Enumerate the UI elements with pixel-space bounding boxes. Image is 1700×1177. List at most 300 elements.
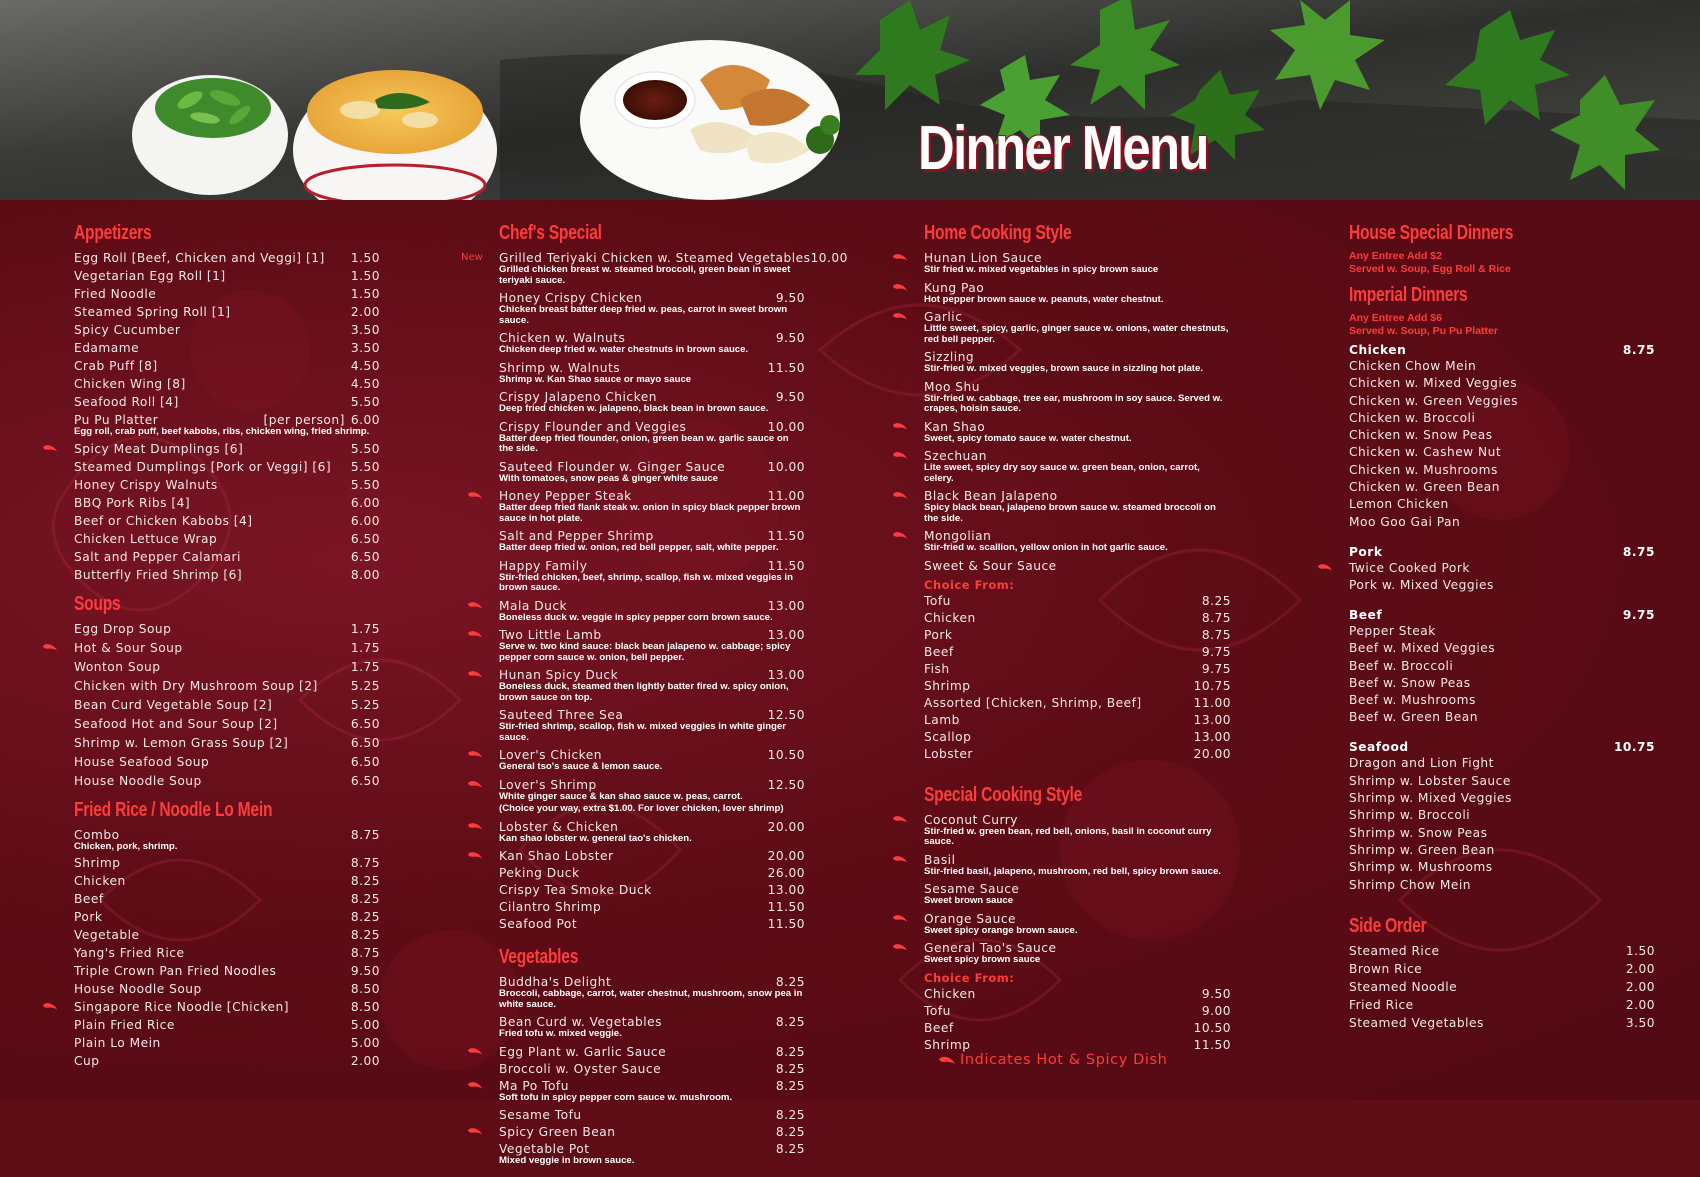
item-name: Beef — [74, 892, 104, 906]
item-name: Hunan Lion Sauce — [924, 251, 1043, 265]
item-price: 8.25 — [775, 1125, 805, 1139]
item-price: 13.00 — [1193, 712, 1231, 727]
item-name: Ma Po Tofu — [499, 1078, 569, 1093]
chili-pepper-icon — [467, 779, 483, 789]
menu-item — [924, 746, 1231, 762]
item-price: 2.00 — [350, 305, 380, 319]
chili-pepper-icon — [892, 530, 908, 540]
item-description: Batter deep fried flank steak w. onion in spicy black pepper brown sauce in hot plate. — [499, 502, 801, 524]
menu-item — [924, 712, 1231, 728]
menu-item — [1349, 825, 1655, 841]
menu-item — [499, 819, 805, 845]
menu-item — [499, 916, 805, 932]
item-description: Boneless duck, steamed then lightly batter fired w. spicy onion, brown sauce on top. — [499, 681, 789, 703]
menu-item — [1349, 393, 1655, 409]
item-price: 8.25 — [775, 1142, 805, 1156]
chili-pepper-icon — [42, 1001, 58, 1011]
item-description: With tomatoes, snow peas & ginger white sauce — [499, 472, 719, 484]
item-name: Shrimp — [74, 856, 121, 870]
item-name: Beef w. Mushrooms — [1349, 693, 1476, 708]
menu-item — [1349, 859, 1655, 875]
item-price: 8.25 — [775, 1078, 805, 1093]
menu-column-1 — [74, 222, 380, 1079]
item-price: 13.00 — [767, 668, 805, 682]
item-name: Chicken Wing [8] — [74, 377, 186, 391]
item-description-extra: (Choice your way, extra $1.00. For lover chicken, lover shrimp) — [499, 803, 784, 814]
soups-section — [74, 593, 380, 789]
item-name: Vegetable Pot — [499, 1142, 590, 1156]
menu-item — [74, 412, 380, 438]
menu-item — [499, 1107, 805, 1123]
group-price: 9.75 — [1622, 607, 1655, 622]
menu-item — [499, 558, 805, 594]
item-name: Hot & Sour Soup — [74, 640, 183, 655]
item-name: Lobster — [924, 746, 973, 761]
chili-pepper-icon — [467, 1126, 483, 1136]
item-price: 9.50 — [1201, 986, 1231, 1001]
item-name: Cilantro Shrimp — [499, 900, 602, 914]
item-name: Shrimp — [924, 1037, 971, 1052]
item-name: Chicken — [924, 610, 976, 625]
menu-item — [924, 448, 1231, 484]
menu-item — [74, 1053, 380, 1069]
chili-pepper-icon — [938, 1055, 956, 1065]
item-name: Shrimp w. Lemon Grass Soup [2] — [74, 735, 289, 750]
item-description: Mixed veggie in brown sauce. — [499, 1155, 635, 1166]
item-description: Sweet brown sauce — [924, 895, 1014, 906]
item-name: Honey Crispy Chicken — [499, 291, 643, 305]
item-name: Combo — [74, 827, 120, 842]
item-description: Little sweet, spicy, garlic, ginger sauce w. onions, water chestnuts, red bell pepper. — [924, 323, 1229, 345]
menu-item — [74, 621, 380, 637]
menu-item — [499, 1014, 805, 1040]
item-name: Honey Crispy Walnuts — [74, 477, 218, 492]
chili-pepper-icon — [467, 490, 483, 500]
item-price: 11.00 — [1193, 695, 1231, 710]
menu-item — [924, 558, 1231, 574]
item-name: BBQ Pork Ribs [4] — [74, 495, 191, 510]
menu-item — [74, 531, 380, 547]
item-price: 10.50 — [767, 748, 805, 762]
chili-pepper-icon — [1317, 562, 1333, 572]
item-name: Lover's Shrimp — [499, 777, 597, 792]
menu-item — [1349, 675, 1655, 691]
item-price: 11.50 — [767, 529, 805, 543]
item-name: Buddha's Delight — [499, 975, 612, 989]
item-name: Garlic — [924, 310, 963, 324]
menu-item — [74, 909, 380, 925]
item-name: Chicken — [74, 874, 126, 888]
item-name: Hunan Spicy Duck — [499, 668, 619, 682]
menu-item — [924, 678, 1231, 694]
item-price: 9.50 — [775, 390, 805, 404]
item-description: Stir-fried w. mixed veggies, brown sauce in sizzling hot plate. — [924, 363, 1203, 374]
chili-pepper-icon — [892, 252, 908, 262]
chefs-special-section — [461, 222, 848, 932]
item-price: 11.00 — [767, 489, 805, 503]
menu-item — [499, 1124, 805, 1140]
item-description: Egg roll, crab puff, beef kabobs, ribs, chicken wing, fried shrimp. — [74, 426, 370, 437]
item-name: Moo Goo Gai Pan — [1349, 514, 1461, 529]
item-name: Beef w. Snow Peas — [1349, 675, 1471, 690]
menu-item — [1349, 623, 1655, 639]
item-name: Pork — [924, 627, 953, 642]
chili-pepper-icon — [892, 814, 908, 824]
menu-item — [74, 999, 380, 1015]
item-price: 10.75 — [1193, 678, 1231, 693]
imperial-group — [1349, 544, 1655, 593]
item-name: Shrimp w. Green Bean — [1349, 842, 1495, 857]
chili-pepper-icon — [892, 854, 908, 864]
menu-item — [74, 716, 380, 732]
item-name: Steamed Rice — [1349, 943, 1440, 958]
menu-item — [74, 927, 380, 943]
home-cooking-section — [924, 222, 1231, 762]
item-description: Chicken deep fried w. water chestnuts in brown sauce. — [499, 344, 749, 355]
menu-item — [74, 250, 380, 266]
menu-item — [924, 528, 1231, 554]
item-price: 11.50 — [767, 558, 805, 573]
menu-column-2 — [461, 222, 848, 1177]
menu-item — [499, 598, 805, 624]
item-name: Sweet & Sour Sauce — [924, 558, 1057, 573]
menu-item — [1349, 444, 1655, 460]
menu-item — [499, 882, 805, 898]
item-price: 8.25 — [350, 892, 380, 906]
item-name: Tofu — [924, 1003, 951, 1018]
item-description: Sweet, spicy tomato sauce w. water chestnut. — [924, 432, 1132, 444]
item-name: Broccoli w. Oyster Sauce — [499, 1061, 662, 1076]
item-name: Sauteed Three Sea — [499, 708, 624, 722]
menu-item — [1349, 410, 1655, 426]
menu-item — [74, 322, 380, 338]
item-description: Stir-fried chicken, beef, shrimp, scallop, fish w. mixed veggies in brown sauce. — [499, 571, 793, 593]
item-name: Spicy Cucumber — [74, 323, 181, 337]
chili-pepper-icon — [467, 850, 483, 860]
item-price: 8.75 — [350, 827, 380, 842]
item-name: Kung Pao — [924, 280, 985, 295]
item-name: Chicken w. Snow Peas — [1349, 428, 1493, 443]
imperial-group — [1349, 607, 1655, 725]
menu-item — [499, 865, 805, 881]
menu-item — [74, 549, 380, 565]
menu-item — [1349, 479, 1655, 495]
item-name: Shrimp w. Snow Peas — [1349, 825, 1488, 840]
item-name: Coconut Curry — [924, 812, 1018, 827]
item-name: Assorted [Chicken, Shrimp, Beef] — [924, 695, 1142, 710]
item-name: Happy Family — [499, 558, 588, 573]
item-price: 8.25 — [1201, 593, 1231, 608]
group-price: 8.75 — [1622, 544, 1655, 559]
item-name: Fried Rice — [1349, 997, 1414, 1012]
item-price: 8.75 — [1201, 610, 1231, 625]
item-name: Singapore Rice Noodle [Chicken] — [74, 1000, 289, 1014]
fried-rice-section-title: Fried Rice / Noodle Lo Mein — [74, 798, 273, 821]
item-name: Scallop — [924, 729, 972, 744]
menu-item — [499, 360, 805, 386]
chili-pepper-icon — [467, 669, 483, 679]
item-description: Boneless duck w. veggie in spicy pepper corn brown sauce. — [499, 611, 773, 623]
chili-pepper-icon — [467, 629, 483, 639]
item-price: 10.00 — [767, 459, 805, 474]
menu-item — [924, 911, 1231, 937]
item-name: Peking Duck — [499, 866, 580, 880]
item-name: Shrimp w. Mixed Veggies — [1349, 791, 1512, 806]
menu-item — [499, 667, 805, 703]
item-name: Butterfly Fried Shrimp [6] — [74, 567, 243, 582]
menu-item — [924, 661, 1231, 677]
vegetables-section — [499, 946, 805, 1167]
chili-pepper-icon — [892, 421, 908, 431]
item-price: 20.00 — [767, 849, 805, 863]
group-name: Chicken — [1349, 343, 1407, 357]
menu-item — [499, 1078, 805, 1104]
item-description: Chicken breast batter deep fried w. peas, carrot in sweet brown sauce. — [499, 304, 788, 326]
menu-item — [1349, 658, 1655, 674]
item-name: Crispy Jalapeno Chicken — [499, 390, 657, 404]
menu-item — [74, 754, 380, 770]
menu-item — [499, 488, 805, 524]
item-name: Egg Drop Soup — [74, 621, 172, 636]
item-price: 1.50 — [350, 287, 380, 301]
item-price: 8.25 — [775, 1061, 805, 1076]
item-price: 9.50 — [350, 964, 380, 978]
item-name: Chicken w. Cashew Nut — [1349, 445, 1502, 460]
group-name: Seafood — [1349, 740, 1409, 755]
item-name: Kan Shao — [924, 419, 986, 434]
menu-item — [499, 974, 805, 1010]
item-description: Broccoli, cabbage, carrot, water chestnut, mushroom, snow pea in white sauce. — [499, 988, 803, 1010]
new-badge: New — [461, 252, 483, 263]
menu-item — [1349, 427, 1655, 443]
item-name: Cup — [74, 1054, 100, 1068]
menu-column-4 — [1349, 222, 1655, 1041]
soups-section-title: Soups — [74, 592, 121, 615]
chili-pepper-icon — [892, 490, 908, 500]
item-description: Stir-fried shrimp, scallop, fish w. mixed veggies in white ginger sauce. — [499, 721, 786, 743]
item-price: 5.50 — [350, 395, 380, 409]
item-price: 13.00 — [767, 598, 805, 613]
menu-item — [499, 419, 805, 455]
item-name: Egg Plant w. Garlic Sauce — [499, 1044, 667, 1059]
item-price: 11.50 — [1193, 1037, 1231, 1052]
menu-item — [1349, 640, 1655, 656]
imperial-group — [1349, 739, 1655, 892]
item-name: Steamed Dumplings [Pork or Veggi] [6] — [74, 459, 332, 474]
menu-item — [1349, 514, 1655, 530]
item-name: Plain Lo Mein — [74, 1036, 161, 1050]
imperial-title: Imperial Dinners — [1349, 284, 1468, 306]
item-name: Steamed Noodle — [1349, 979, 1458, 994]
menu-item — [1349, 1015, 1655, 1031]
item-description: Stir fried w. mixed vegetables in spicy brown sauce — [924, 264, 1159, 275]
menu-item — [1349, 375, 1655, 391]
menu-item — [499, 747, 805, 773]
menu-item — [74, 1017, 380, 1033]
menu-item — [74, 697, 380, 713]
item-price: 4.50 — [350, 377, 380, 391]
item-description: Grilled chicken breast w. steamed broccoli, green bean in sweet teriyaki sauce. — [499, 264, 791, 286]
item-name: Chicken Lettuce Wrap — [74, 531, 218, 546]
chili-pepper-icon — [892, 913, 908, 923]
item-name: Chicken with Dry Mushroom Soup [2] — [74, 678, 318, 693]
item-name: Egg Roll [Beef, Chicken and Veggi] [1] — [74, 251, 325, 265]
item-name: Plain Fried Rice — [74, 1018, 175, 1032]
menu-item — [74, 981, 380, 997]
page-title: Dinner Menu — [918, 114, 1208, 183]
menu-item — [1349, 943, 1655, 959]
item-price: 8.00 — [350, 567, 380, 582]
item-name: Bean Curd Vegetable Soup [2] — [74, 697, 273, 712]
spicy-legend — [938, 1052, 1167, 1068]
menu-item — [1349, 462, 1655, 478]
menu-item — [924, 695, 1231, 711]
item-description: Sweet spicy brown sauce — [924, 954, 1041, 965]
item-price: 9.50 — [775, 331, 805, 345]
item-name: Shrimp w. Walnuts — [499, 360, 621, 375]
menu-item — [499, 627, 805, 663]
house-special-section — [1349, 222, 1655, 276]
chili-pepper-icon — [892, 282, 908, 292]
menu-item — [924, 881, 1231, 907]
item-name: Honey Pepper Steak — [499, 489, 632, 503]
menu-item — [924, 627, 1231, 643]
fried-rice-section — [74, 799, 380, 1070]
item-name: Kan Shao Lobster — [499, 849, 614, 863]
imperial-note: Any Entree Add $6 — [1349, 312, 1442, 324]
item-name: Beef w. Mixed Veggies — [1349, 641, 1496, 656]
item-name: Moo Shu — [924, 379, 980, 394]
item-name: Szechuan — [924, 449, 987, 463]
menu-item — [74, 567, 380, 583]
item-price: 8.25 — [775, 975, 805, 989]
item-name: Crispy Flounder and Veggies — [499, 419, 687, 434]
item-name: Crispy Tea Smoke Duck — [499, 883, 652, 897]
item-price: 9.75 — [1201, 661, 1231, 676]
side-order-section-title: Side Order — [1349, 914, 1427, 937]
item-price: 5.25 — [350, 697, 380, 712]
item-price: 13.00 — [767, 883, 805, 897]
menu-item — [499, 459, 805, 485]
item-name: Wonton Soup — [74, 659, 161, 674]
menu-item — [1349, 790, 1655, 806]
menu-item — [499, 1061, 805, 1077]
item-name: Mala Duck — [499, 598, 568, 613]
item-price: 3.50 — [350, 323, 380, 337]
chefs-special-section-title: Chef's Special — [499, 222, 602, 244]
menu-item — [74, 441, 380, 457]
item-name: Tofu — [924, 593, 951, 608]
item-price: 20.00 — [1193, 746, 1231, 761]
menu-item — [924, 1037, 1231, 1053]
item-description: Spicy black bean, jalapeno brown sauce w. steamed broccoli on the side. — [924, 502, 1216, 524]
item-price: 10.50 — [1193, 1020, 1231, 1035]
item-name: Sesame Tofu — [499, 1108, 582, 1122]
item-price: 26.00 — [767, 866, 805, 880]
menu-item — [74, 459, 380, 475]
item-price: 6.50 — [350, 531, 380, 546]
item-name: Mongolian — [924, 529, 992, 543]
chili-pepper-icon — [892, 942, 908, 952]
item-price: 9.00 — [1201, 1003, 1231, 1018]
item-price: 8.25 — [350, 874, 380, 888]
item-price: 1.75 — [350, 621, 380, 636]
item-name: Sizzling — [924, 350, 975, 364]
item-name: Shrimp w. Mushrooms — [1349, 860, 1493, 875]
menu-item — [1349, 692, 1655, 708]
item-name: Seafood Hot and Sour Soup [2] — [74, 716, 278, 731]
item-name: Pork — [74, 910, 103, 924]
item-name: House Noodle Soup — [74, 982, 202, 996]
item-name: Seafood Roll [4] — [74, 395, 179, 409]
item-name: Chicken w. Mixed Veggies — [1349, 376, 1518, 391]
item-price: 11.50 — [767, 360, 805, 375]
menu-item — [1349, 709, 1655, 725]
menu-item — [1349, 358, 1655, 374]
menu-item — [74, 773, 380, 789]
item-price: 10.00 — [810, 251, 848, 265]
appetizers-section-title: Appetizers — [74, 222, 152, 244]
item-name: Fried Noodle — [74, 287, 157, 301]
item-name: House Seafood Soup — [74, 754, 210, 769]
item-description: Stir-fried w. scallion, yellow onion in hot garlic sauce. — [924, 542, 1168, 553]
menu-item — [924, 1020, 1231, 1036]
item-description: Sweet spicy orange brown sauce. — [924, 924, 1078, 936]
menu-item — [1349, 496, 1655, 512]
menu-item — [924, 644, 1231, 660]
menu-item — [924, 280, 1231, 306]
item-price: 1.50 — [350, 269, 380, 283]
item-description: General tso's sauce & lemon sauce. — [499, 761, 663, 772]
item-name: Salt and Pepper Shrimp — [499, 529, 654, 543]
item-name: Salt and Pepper Calamari — [74, 549, 241, 564]
item-price: 8.25 — [350, 910, 380, 924]
item-name: Sauteed Flounder w. Ginger Sauce — [499, 459, 726, 474]
item-price: 11.50 — [767, 900, 805, 914]
menu-item — [461, 250, 848, 286]
group-price: 8.75 — [1622, 343, 1655, 357]
menu-item — [74, 945, 380, 961]
special-cooking-section — [924, 784, 1231, 1053]
dumpling-plate-icon — [580, 40, 840, 200]
menu-item — [74, 1035, 380, 1051]
menu-item — [924, 729, 1231, 745]
item-price: 6.00 — [350, 495, 380, 510]
item-price: 10.00 — [767, 419, 805, 434]
menu-item — [499, 528, 805, 554]
menu-item — [924, 593, 1231, 609]
item-price: 5.50 — [350, 477, 380, 492]
menu-item — [499, 899, 805, 915]
legend-text: Indicates Hot & Spicy Dish — [960, 1052, 1168, 1068]
menu-item — [924, 379, 1231, 415]
menu-item — [924, 610, 1231, 626]
menu-item — [1349, 961, 1655, 977]
item-name: General Tao's Sauce — [924, 941, 1057, 955]
imperial-section — [1349, 284, 1655, 893]
item-name: Beef w. Broccoli — [1349, 658, 1454, 673]
item-name: Seafood Pot — [499, 917, 578, 931]
chili-pepper-icon — [467, 1046, 483, 1056]
choice-from-label: Choice From: — [924, 577, 1015, 592]
item-name: Dragon and Lion Fight — [1349, 756, 1494, 771]
item-name: Brown Rice — [1349, 961, 1423, 976]
item-name: Beef w. Green Bean — [1349, 710, 1478, 725]
chili-pepper-icon — [467, 821, 483, 831]
menu-item — [1349, 997, 1655, 1013]
menu-item — [1349, 577, 1655, 593]
item-name: Twice Cooked Pork — [1349, 560, 1470, 575]
